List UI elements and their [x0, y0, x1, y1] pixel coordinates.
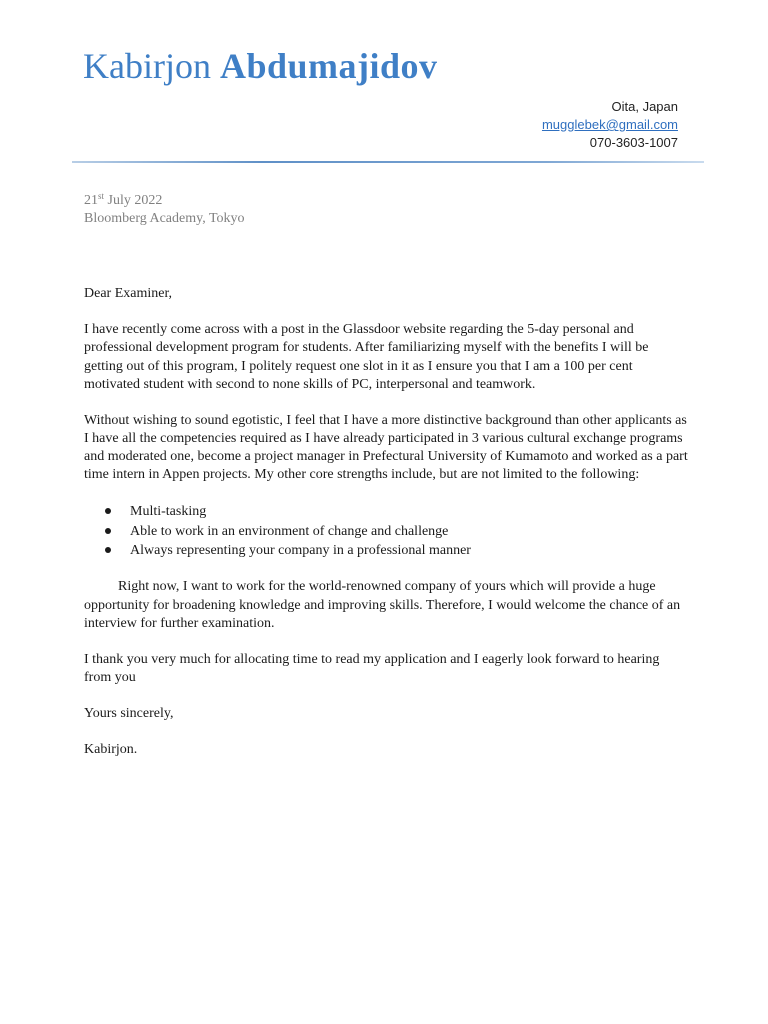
- closing: Yours sincerely,: [84, 706, 174, 722]
- list-item: [84, 522, 688, 541]
- date-suffix: st: [98, 191, 105, 201]
- contact-block: [542, 98, 678, 152]
- letter-date: [84, 192, 245, 210]
- list-item-text: Always representing your company in a professional manner: [130, 543, 471, 559]
- bullet-icon: [105, 528, 111, 534]
- paragraph-4: I thank you very much for allocating time to read my application and I eagerly look forward to hearing from you: [84, 651, 660, 686]
- location: Oita, Japan: [611, 99, 678, 114]
- email-link[interactable]: mugglebek@gmail.com: [541, 117, 678, 132]
- paragraph-1: I have recently come across with a post in the Glassdoor website regarding the 5-day personal and professional development program for students. After familiarizing myself with the benefits I will be getting out of this program, I politely request one slot in it as I ensure you that I am a 100 per cent motivated student with second to none skills of PC, interpersonal and teamwork.: [84, 322, 649, 392]
- date-day: 21: [84, 193, 98, 208]
- date-rest: July 2022: [104, 193, 163, 208]
- last-name: Abdumajidov: [219, 46, 438, 86]
- list-item-text: Able to work in an environment of change and challenge: [130, 523, 449, 539]
- applicant-name: [83, 44, 438, 88]
- signature: Kabirjon.: [84, 742, 138, 758]
- paragraph-3: Right now, I want to work for the world-renowned company of yours which will provide a huge opportunity for broadening knowledge and improving skills. Therefore, I would welcome the chance of an interview for further examination.: [84, 579, 681, 631]
- header-divider: [72, 161, 704, 163]
- bullet-icon: [105, 547, 111, 553]
- recipient: Bloomberg Academy, Tokyo: [84, 211, 245, 226]
- letter-body: [84, 285, 688, 777]
- list-item-text: Multi-tasking: [130, 504, 207, 520]
- greeting: Dear Examiner,: [84, 286, 173, 301]
- date-and-recipient: [84, 192, 245, 228]
- phone-number: 070-3603-1007: [589, 135, 678, 150]
- strengths-list: [84, 502, 688, 560]
- bullet-icon: [105, 508, 111, 514]
- list-item: [84, 502, 688, 521]
- paragraph-2: Without wishing to sound egotistic, I feel that I have a more distinctive background than other applicants as I have all the competencies required as I have already participated in 3 various cultural exchange programs and moderated one, become a project manager in Prefectural University of Kumamoto and worked as a part time intern in Appen projects. My other core strengths include, but are not limited to the following:: [84, 412, 688, 483]
- first-name: Kabirjon: [83, 46, 211, 86]
- list-item: [84, 541, 688, 560]
